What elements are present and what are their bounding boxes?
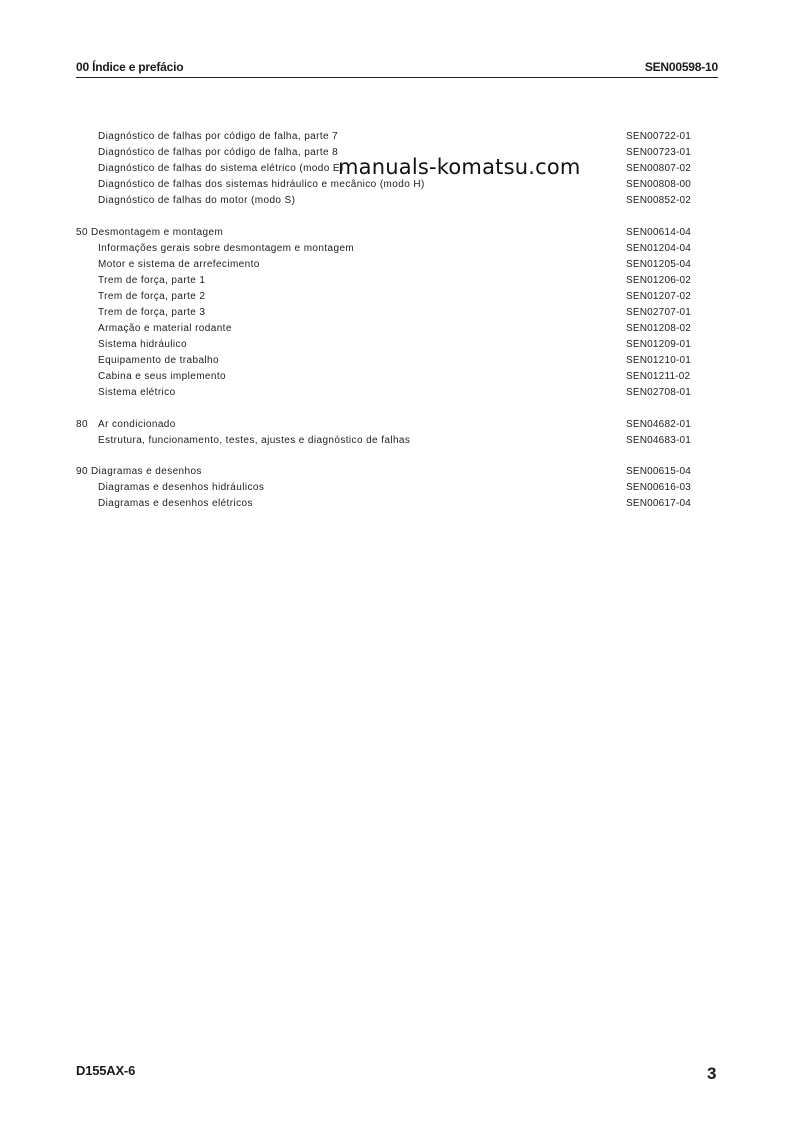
toc-entry-code: SEN00616-03	[626, 482, 692, 493]
toc-entry[interactable]	[0, 129, 794, 144]
toc-entry-code: SEN00808-00	[626, 179, 692, 190]
toc-entry-title: Armação e material rodante	[98, 323, 232, 334]
toc-entry-title: Motor e sistema de arrefecimento	[98, 259, 260, 270]
toc-entry[interactable]	[0, 257, 794, 272]
toc-entry-title: Sistema elétrico	[98, 387, 176, 398]
toc-entry-code: SEN02707-01	[626, 307, 692, 318]
section-number: 80	[76, 419, 88, 430]
toc-entry[interactable]	[0, 177, 794, 192]
toc-entry-code: SEN00807-02	[626, 163, 692, 174]
toc-entry-code: SEN01205-04	[626, 259, 692, 270]
toc-entry[interactable]	[0, 369, 794, 384]
toc-section-90[interactable]	[0, 464, 794, 479]
section-heading: Desmontagem e montagem	[91, 227, 224, 238]
toc-entry[interactable]	[0, 321, 794, 336]
toc-entry-title: Sistema hidráulico	[98, 339, 187, 350]
toc-entry[interactable]	[0, 337, 794, 352]
toc-entry-title: Informações gerais sobre desmontagem e montagem	[98, 243, 355, 254]
toc-entry-code: SEN01204-04	[626, 243, 692, 254]
watermark-text: manuals-komatsu.com	[338, 155, 581, 179]
section-number: 50	[76, 227, 88, 238]
toc-entry-code: SEN01208-02	[626, 323, 692, 334]
toc-section-80[interactable]	[0, 417, 794, 432]
toc-entry-title: Trem de força, parte 3	[98, 307, 206, 318]
toc-entry-title: Diagnóstico de falhas por código de falha, parte 7	[98, 131, 339, 142]
section-heading: Ar condicionado	[98, 419, 176, 430]
toc-entry[interactable]	[0, 496, 794, 511]
section-code: SEN00615-04	[626, 466, 692, 477]
section-code: SEN00614-04	[626, 227, 692, 238]
toc-entry[interactable]	[0, 193, 794, 208]
page-header	[76, 59, 718, 78]
toc-entry-title: Diagnóstico de falhas do motor (modo S)	[98, 195, 296, 206]
toc-entry-title: Diagramas e desenhos elétricos	[98, 498, 253, 509]
toc-entry-title: Diagramas e desenhos hidráulicos	[98, 482, 265, 493]
toc-entry-title: Diagnóstico de falhas por código de falha, parte 8	[98, 147, 339, 158]
toc-entry[interactable]	[0, 433, 794, 448]
page-number: 3	[707, 1064, 717, 1083]
toc-entry-code: SEN00852-02	[626, 195, 692, 206]
toc-entry-title: Trem de força, parte 2	[98, 291, 206, 302]
toc-entry[interactable]	[0, 353, 794, 368]
toc-entry-title: Estrutura, funcionamento, testes, ajustes e diagnóstico de falhas	[98, 435, 411, 446]
toc-entry-code: SEN01210-01	[626, 355, 692, 366]
toc-entry-title: Cabina e seus implemento	[98, 371, 226, 382]
toc-entry[interactable]	[0, 305, 794, 320]
toc-entry-title: Diagnóstico de falhas do sistema elétrico (modo E)	[98, 163, 344, 174]
toc-entry-code: SEN01207-02	[626, 291, 692, 302]
toc-entry-code: SEN04683-01	[626, 435, 692, 446]
toc-section-50[interactable]	[0, 225, 794, 240]
model-name: D155AX-6	[76, 1063, 136, 1078]
toc-entry-code: SEN01209-01	[626, 339, 692, 350]
toc-entry-code: SEN01206-02	[626, 275, 692, 286]
toc-entry-code: SEN00617-04	[626, 498, 692, 509]
toc-entry-title: Diagnóstico de falhas dos sistemas hidráulico e mecânico (modo H)	[98, 179, 425, 190]
toc-entry[interactable]	[0, 273, 794, 288]
section-title: 00 Índice e prefácio	[76, 60, 184, 74]
toc-entry[interactable]	[0, 480, 794, 495]
section-code: SEN04682-01	[626, 419, 692, 430]
toc-entry-code: SEN02708-01	[626, 387, 692, 398]
section-heading: Diagramas e desenhos	[91, 466, 202, 477]
toc-entry-code: SEN00723-01	[626, 147, 692, 158]
toc-entry[interactable]	[0, 289, 794, 304]
toc-entry-code: SEN00722-01	[626, 131, 692, 142]
toc-entry-title: Trem de força, parte 1	[98, 275, 206, 286]
toc-entry-code: SEN01211-02	[626, 371, 691, 382]
section-number: 90	[76, 466, 88, 477]
toc-entry-title: Equipamento de trabalho	[98, 355, 219, 366]
toc-entry[interactable]	[0, 241, 794, 256]
toc-entry[interactable]	[0, 385, 794, 400]
document-code: SEN00598-10	[644, 60, 718, 74]
